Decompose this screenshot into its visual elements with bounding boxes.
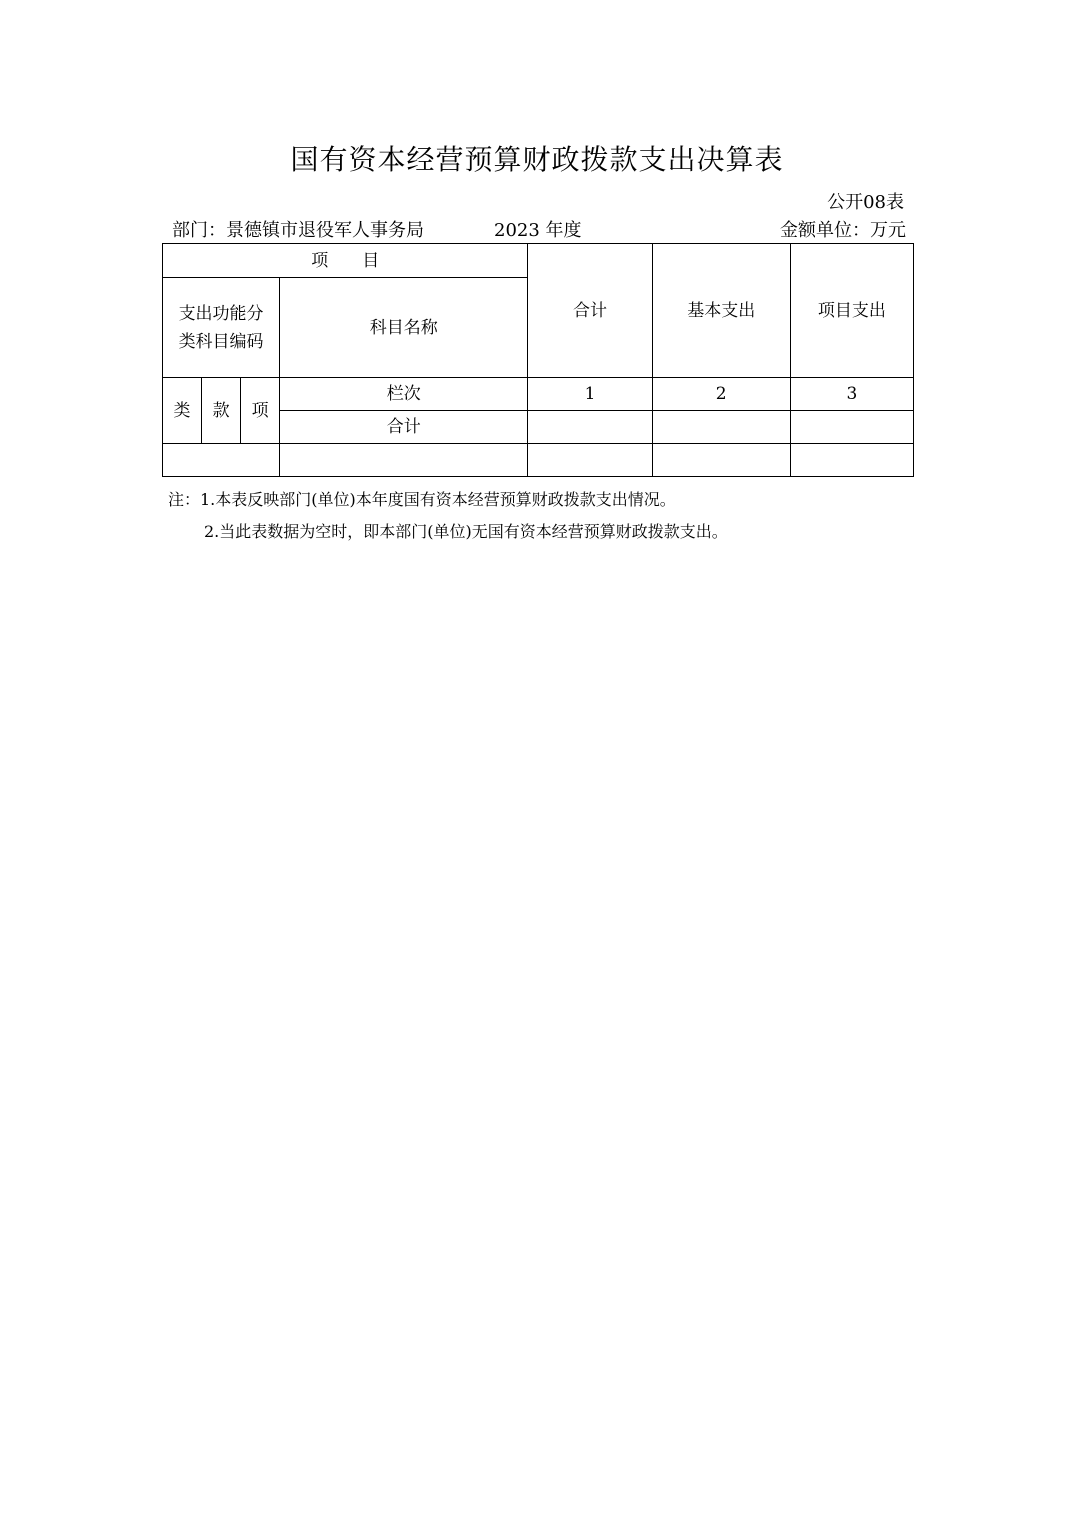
lanci-2: 2 <box>652 378 790 411</box>
header-project-expense: 项目支出 <box>790 244 913 378</box>
header-total: 合计 <box>528 244 652 378</box>
empty-code-cell <box>163 444 280 477</box>
func-code-line1: 支出功能分 <box>178 303 264 324</box>
total-value-3 <box>790 411 913 444</box>
kuan-cell: 款 <box>202 378 241 444</box>
total-value-1 <box>528 411 652 444</box>
lei-cell: 类 <box>163 378 202 444</box>
fiscal-year: 2023 年度 <box>494 220 582 241</box>
form-number: 公开08表 <box>827 192 904 213</box>
header-basic-expense: 基本支出 <box>652 244 790 378</box>
total-label: 合计 <box>280 411 528 444</box>
func-code-header <box>163 278 280 378</box>
table-row-lanci <box>163 378 914 411</box>
subject-name-header: 科目名称 <box>280 278 528 378</box>
empty-name-cell <box>280 444 528 477</box>
empty-value-1 <box>528 444 652 477</box>
budget-table <box>162 243 914 477</box>
note-1: 注：1.本表反映部门(单位)本年度国有资本经营预算财政拨款支出情况。 <box>168 490 676 509</box>
lanci-1: 1 <box>528 378 652 411</box>
lanci-3: 3 <box>790 378 913 411</box>
amount-unit: 金额单位：万元 <box>780 220 906 241</box>
table-row-empty <box>163 444 914 477</box>
table-header-row <box>163 244 914 278</box>
func-code-line2: 类科目编码 <box>178 331 264 352</box>
header-item-cell: 项 目 <box>163 244 528 278</box>
lanci-label: 栏次 <box>280 378 528 411</box>
note-2: 2.当此表数据为空时，即本部门(单位)无国有资本经营预算财政拨款支出。 <box>204 522 728 541</box>
empty-value-3 <box>790 444 913 477</box>
xiang-cell: 项 <box>241 378 280 444</box>
empty-value-2 <box>652 444 790 477</box>
page-title: 国有资本经营预算财政拨款支出决算表 <box>290 143 784 176</box>
total-value-2 <box>652 411 790 444</box>
department-label: 部门：景德镇市退役军人事务局 <box>172 220 424 241</box>
meta-row <box>172 216 906 240</box>
notes <box>168 484 728 548</box>
